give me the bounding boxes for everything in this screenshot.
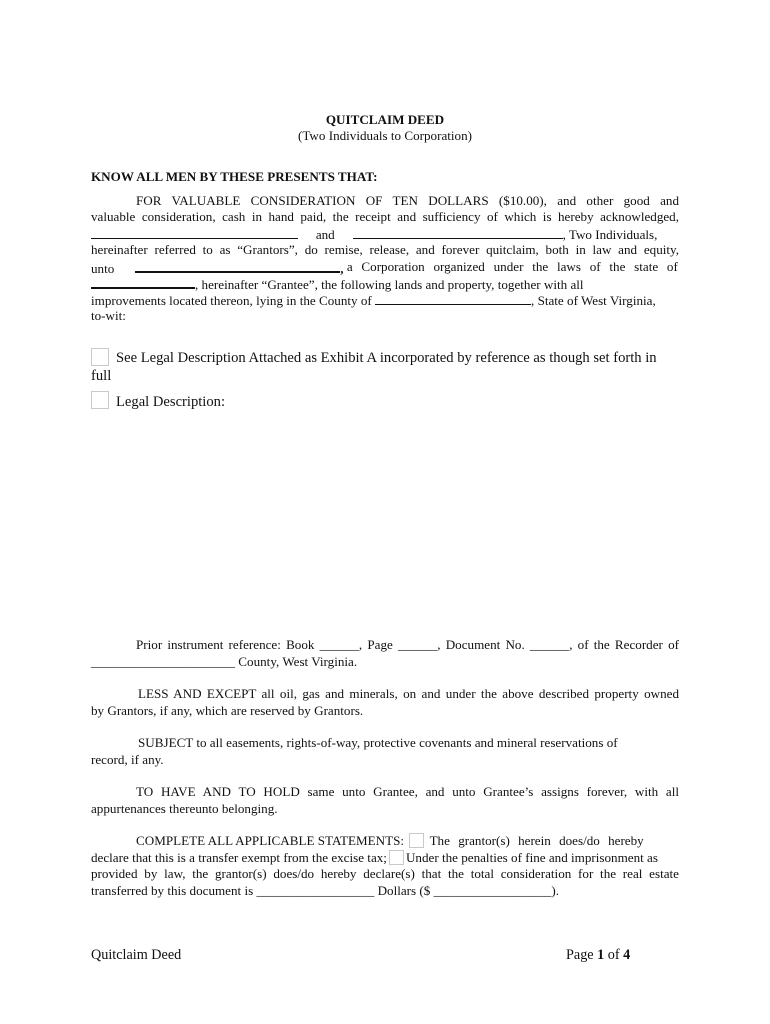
less-line1: LESS AND EXCEPT all oil, gas and minerals, on and under the above described property owned — [138, 686, 679, 701]
complete-line1 — [136, 833, 679, 849]
complete-line2 — [91, 850, 679, 866]
complete-line2-start: declare that this is a transfer exempt from the excise tax; — [91, 850, 387, 865]
p1-line5-end: a Corporation organized under the laws of the state of — [346, 259, 678, 274]
grantee-blank[interactable] — [135, 259, 340, 273]
state-blank[interactable] — [91, 275, 195, 289]
habendum-line1: TO HAVE AND TO HOLD same unto Grantee, and unto Grantee’s assigns forever, with all — [136, 784, 679, 799]
option-legal-description-label: Legal Description: — [116, 394, 226, 410]
subject-line2: record, if any. — [91, 752, 164, 767]
p1-line8: to-wit: — [91, 308, 126, 323]
document-title: QUITCLAIM DEED — [325, 112, 445, 127]
footer-page-number — [566, 947, 630, 963]
legal-description-checkbox[interactable] — [91, 391, 109, 409]
intro-heading: KNOW ALL MEN BY THESE PRESENTS THAT: — [91, 169, 378, 184]
p1-and: and — [315, 227, 335, 242]
p1-line7-end: , State of West Virginia, — [531, 293, 656, 308]
county-blank[interactable] — [375, 292, 531, 305]
complete-line3: provided by law, the grantor(s) does/do hereby declare(s) that the total consideration for the real estate — [91, 866, 679, 881]
p1-line4: hereinafter referred to as “Grantors”, do remise, release, and forever quitclaim, both in law and equity, — [91, 242, 679, 257]
habendum-line2: appurtenances thereunto belonging. — [91, 801, 278, 816]
less-line2: by Grantors, if any, which are reserved by Grantors. — [91, 703, 364, 718]
grantor1-blank[interactable] — [91, 226, 298, 239]
subject-line1: SUBJECT to all easements, rights-of-way, protective covenants and mineral reservations of — [138, 735, 618, 750]
complete-line1-end: The grantor(s) herein does/do hereby — [429, 833, 644, 848]
document-subtitle: (Two Individuals to Corporation) — [297, 128, 472, 143]
consideration-checkbox[interactable] — [389, 850, 404, 865]
p1-line7-start: improvements located thereon, lying in the County of — [91, 293, 372, 308]
footer-page-total: 4 — [623, 947, 631, 963]
p1-line7 — [91, 292, 679, 309]
prior-line1: Prior instrument reference: Book ______, Page ______, Document No. ______, of the Recorder of — [136, 637, 679, 652]
p1-unto: unto — [91, 261, 115, 276]
complete-heading: COMPLETE ALL APPLICABLE STATEMENTS: — [136, 833, 404, 848]
footer-page-current: 1 — [597, 947, 605, 963]
p1-line6-end: , hereinafter “Grantee”, the following lands and property, together with all — [195, 277, 584, 292]
footer-page-word: Page — [566, 947, 594, 963]
complete-line4: transferred by this document is __________________ Dollars ($ __________________). — [91, 883, 560, 898]
p1-line3 — [91, 226, 679, 243]
prior-line2: ______________________ County, West Virginia. — [91, 654, 358, 669]
grantor2-blank[interactable] — [353, 226, 563, 239]
p1-line2: valuable consideration, cash in hand paid, the receipt and sufficiency of which is hereby acknowledged, — [91, 209, 679, 224]
p1-line5-comma: , — [340, 261, 344, 276]
complete-line2-end: Under the penalties of fine and imprisonment as — [405, 850, 658, 865]
p1-line1: FOR VALUABLE CONSIDERATION OF TEN DOLLARS ($10.00), and other good and — [136, 193, 679, 208]
option-exhibit-a-label-cont: full — [91, 368, 112, 384]
p1-line3-end: , Two Individuals, — [562, 227, 658, 242]
footer-doc-name: Quitclaim Deed — [91, 947, 182, 963]
option-exhibit-a-label: See Legal Description Attached as Exhibit A incorporated by reference as though set forth in — [116, 350, 657, 366]
footer-of-word: of — [607, 947, 620, 963]
exempt-checkbox[interactable] — [409, 833, 424, 848]
p1-line6 — [91, 275, 679, 293]
exhibit-a-checkbox[interactable] — [91, 348, 109, 366]
legal-description-area[interactable] — [91, 416, 679, 626]
